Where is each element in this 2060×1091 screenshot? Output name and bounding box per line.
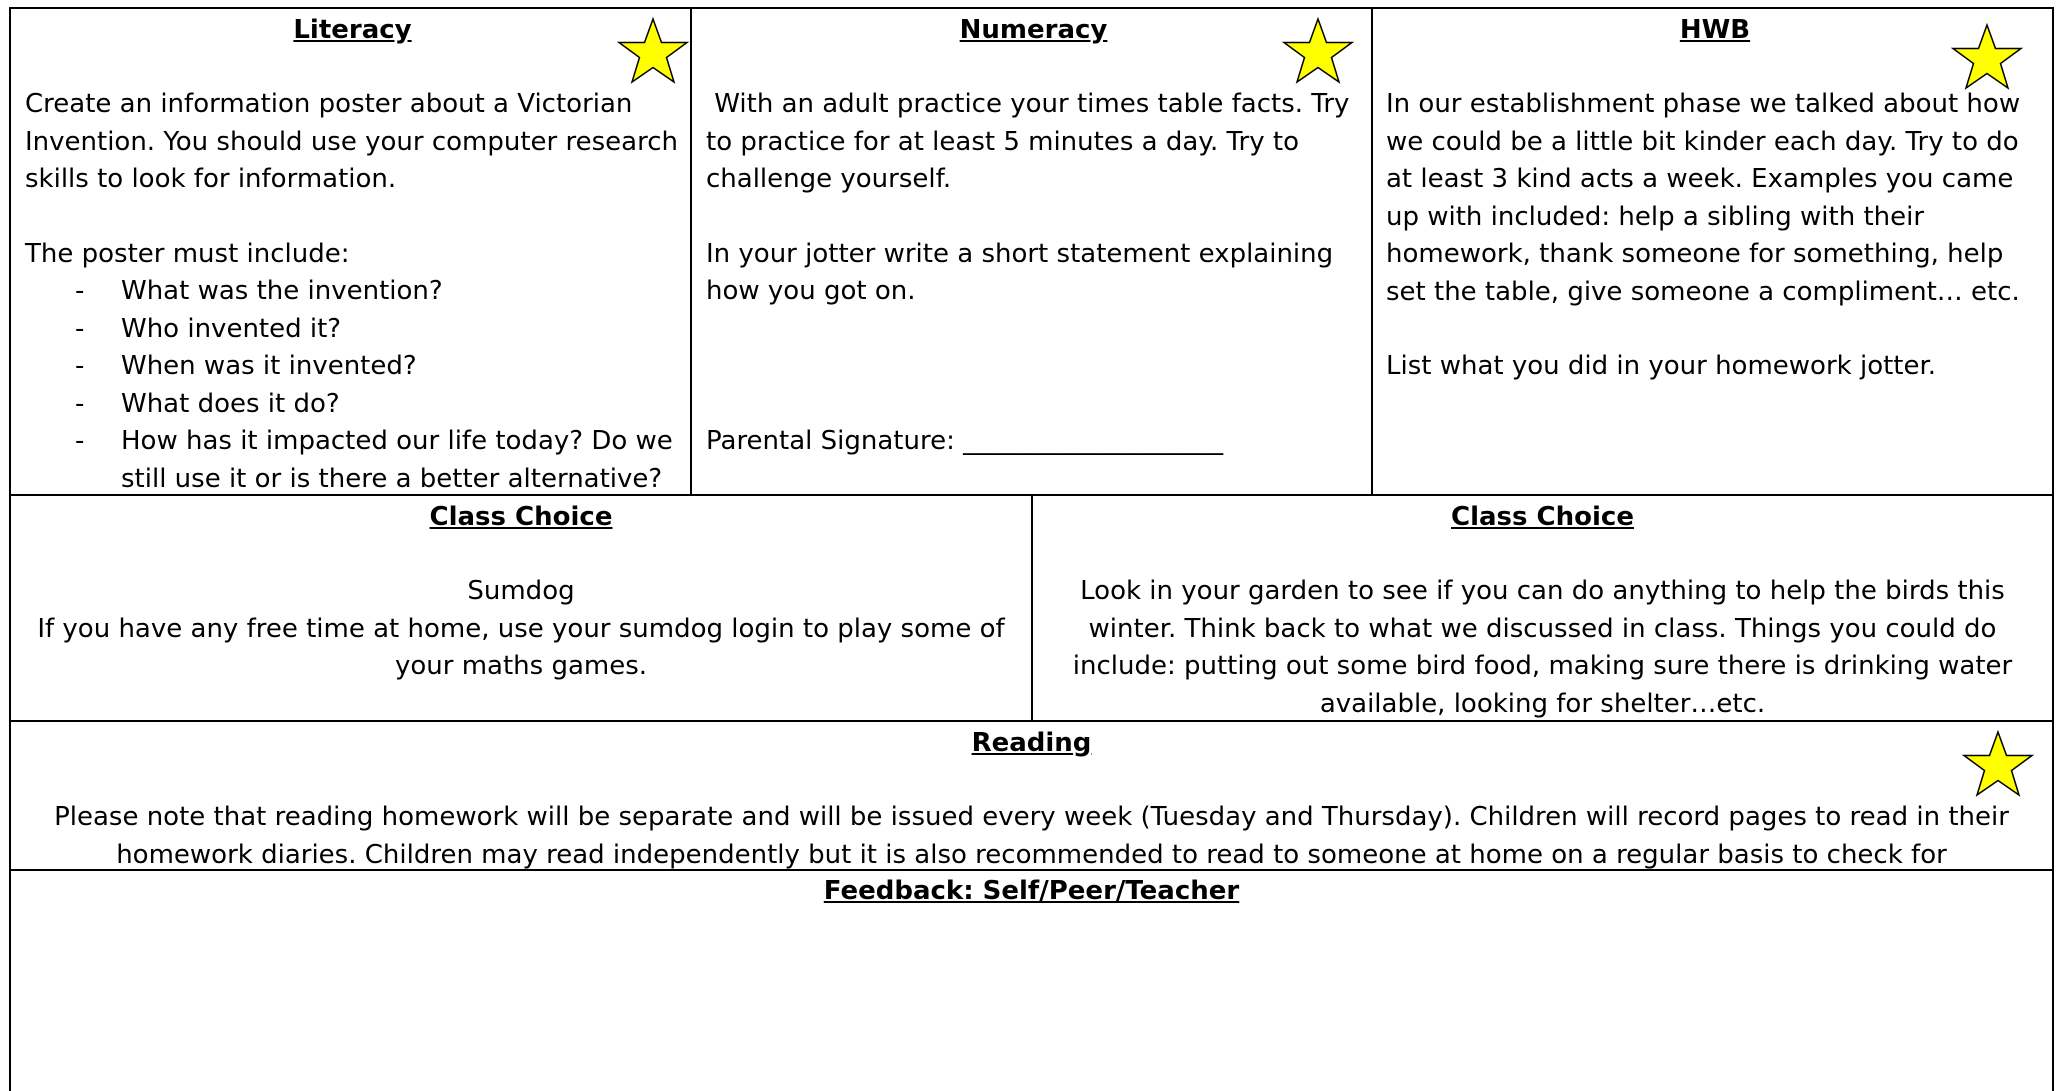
feedback-heading: Feedback: Self/Peer/Teacher — [823, 876, 1240, 906]
bullet-dash: - — [75, 351, 85, 381]
sumdog-instructions: If you have any free time at home, use your sumdog login to play some of your maths games. — [37, 613, 1005, 681]
literacy-bullet-list — [25, 273, 680, 494]
star-icon — [1281, 16, 1355, 86]
class-choice-right-cell — [1033, 496, 2052, 720]
table-border-right — [2052, 7, 2054, 1091]
bullet-dash: - — [75, 313, 85, 344]
reading-cell — [11, 722, 2052, 869]
numeracy-jotter-instructions: In your jotter write a short statement explaining how you got on. — [706, 238, 1334, 306]
list-item: - What was the invention? — [25, 273, 680, 311]
garden-birds-instructions: Look in your garden to see if you can do anything to help the birds this winter. Think back to what we discussed in class. Things you could do include: putting out some bird food, making sure there is drinking water available, looking for shelter…etc. — [1072, 576, 2013, 719]
sumdog-title: Sumdog — [467, 576, 575, 606]
numeracy-cell — [692, 9, 1371, 494]
reading-instructions: Please note that reading homework will be separate and will be issued every week (Tuesday and Thursday). Children will record pages to read in their homework diaries. Children may read independently but it is also recommended to read to someone at home on a regular basis to check for — [54, 802, 2009, 869]
parental-signature-line: Parental Signature: ____________________ — [706, 425, 1224, 456]
feedback-cell — [11, 871, 2052, 1091]
reading-heading: Reading — [971, 728, 1092, 758]
bullet-dash: - — [75, 426, 85, 456]
class-choice-left-cell — [11, 496, 1031, 720]
hwb-instructions: In our establishment phase we talked about how we could be a little bit kinder each day. Try to do at least 3 kind acts a week. Examples you came up with included: help a sibling with their homework, thank someone for something, help set the table, give someone a compliment… etc. — [1386, 89, 2021, 307]
numeracy-heading: Numeracy — [959, 15, 1108, 45]
list-item: - When was it invented? — [25, 348, 680, 386]
star-icon — [1950, 22, 2024, 92]
class-choice-left-heading: Class Choice — [429, 502, 613, 532]
hwb-jotter-instructions: List what you did in your homework jotter. — [1386, 351, 1937, 381]
list-item: - What does it do? — [25, 386, 680, 424]
literacy-must-include: The poster must include: — [25, 238, 350, 269]
literacy-cell — [11, 9, 690, 494]
bullet-dash: - — [75, 388, 85, 419]
literacy-heading: Literacy — [293, 15, 412, 45]
star-icon — [1961, 729, 2035, 799]
list-item: - Who invented it? — [25, 311, 680, 349]
hwb-heading: HWB — [1679, 15, 1751, 45]
list-item: - How has it impacted our life today? Do we still use it or is there a better alternative? — [25, 423, 680, 494]
bullet-dash: - — [75, 276, 85, 306]
class-choice-right-heading: Class Choice — [1451, 502, 1634, 532]
numeracy-instructions: With an adult practice your times table facts. Try to practice for at least 5 minutes a day. Try to challenge yourself. — [706, 89, 1358, 194]
star-icon — [616, 16, 690, 86]
literacy-intro: Create an information poster about a Victorian Invention. You should use your computer research skills to look for information. — [25, 89, 678, 194]
